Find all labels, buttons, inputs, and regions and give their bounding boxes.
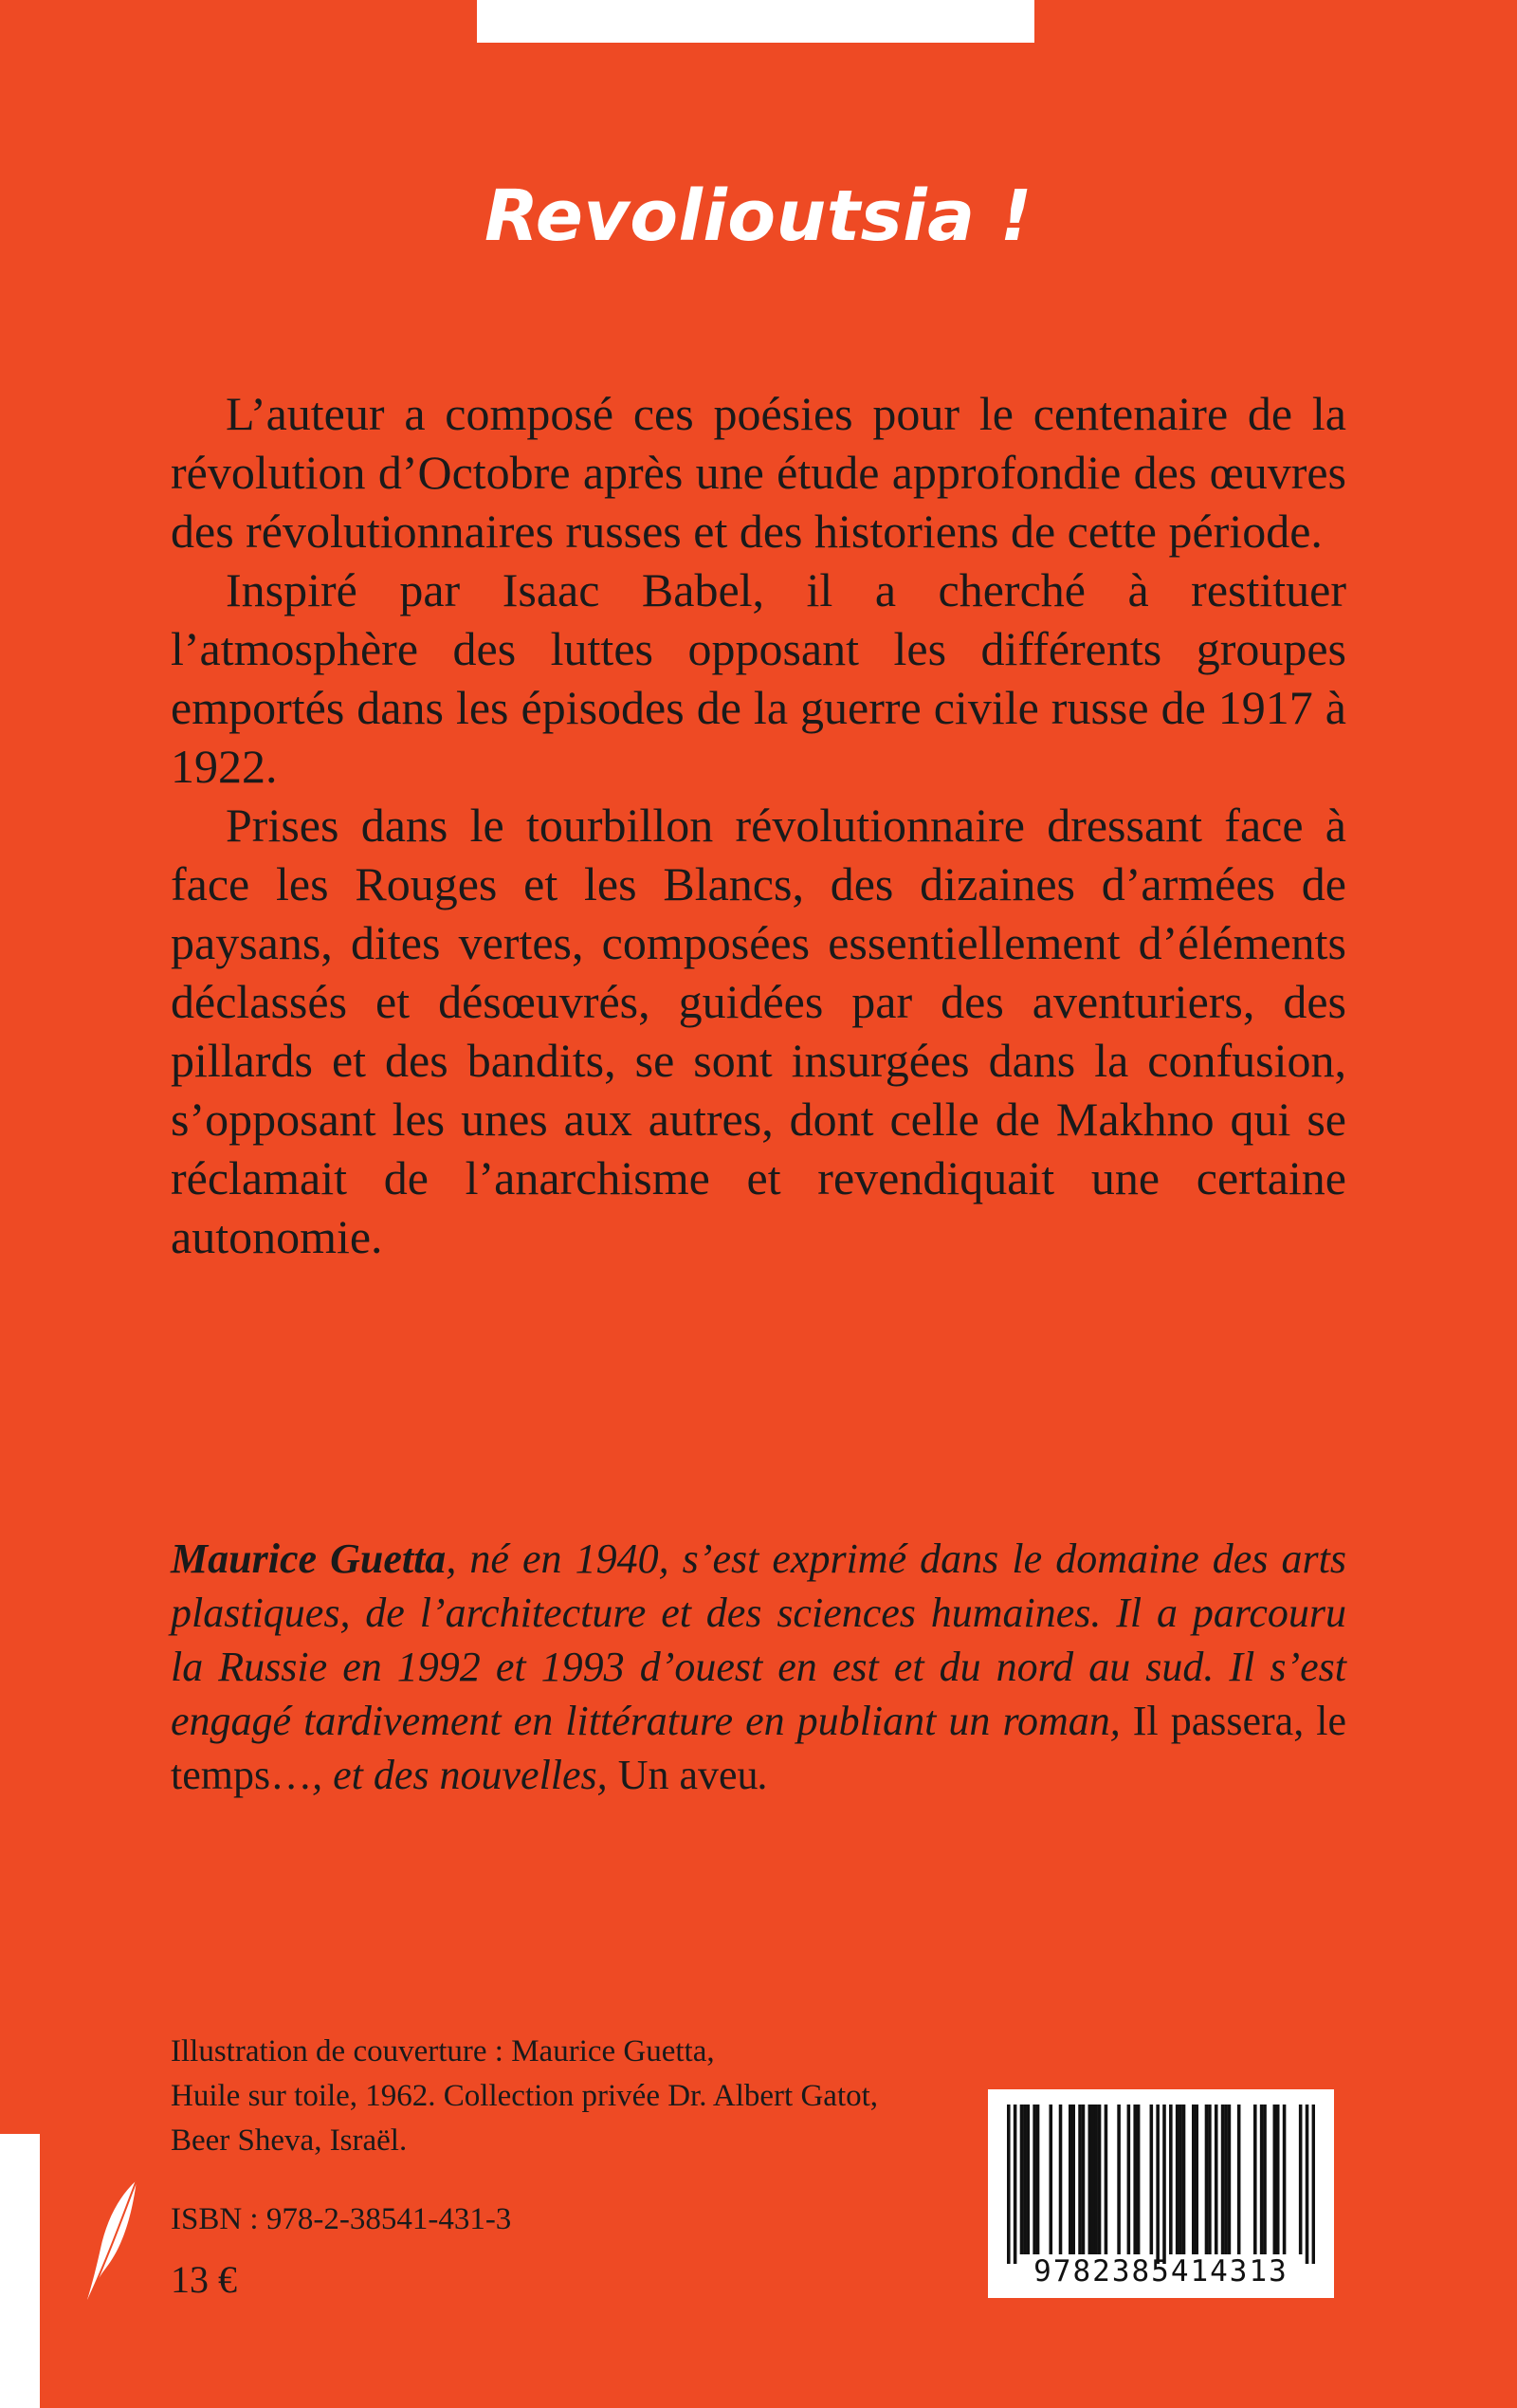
barcode-bar xyxy=(1205,2105,1209,2254)
barcode-bar xyxy=(1182,2105,1186,2254)
barcode-bar xyxy=(1082,2105,1086,2254)
barcode-bar xyxy=(1192,2105,1196,2254)
credit-line: Illustration de couverture : Maurice Guetta, xyxy=(171,2034,715,2068)
barcode-bar xyxy=(1036,2105,1040,2254)
barcode-bar xyxy=(1105,2105,1108,2254)
barcode-bar xyxy=(1273,2105,1277,2254)
novel-title: Il passera, le temps… xyxy=(171,1698,1346,1798)
barcode-bar xyxy=(1176,2105,1179,2254)
barcode-bar xyxy=(1221,2105,1225,2254)
synopsis xyxy=(171,384,1346,1266)
barcode-bar xyxy=(1215,2105,1218,2254)
barcode-bar xyxy=(1027,2105,1031,2254)
barcode-bar xyxy=(1312,2105,1315,2264)
stories-title: Un aveu xyxy=(617,1752,758,1798)
barcode-bar xyxy=(1228,2105,1232,2254)
barcode-bar xyxy=(1091,2105,1095,2254)
barcode-bar xyxy=(1133,2105,1137,2254)
barcode-bar xyxy=(1224,2105,1228,2254)
bio-text: . xyxy=(758,1752,769,1798)
barcode-bar xyxy=(1137,2105,1141,2254)
barcode-bar xyxy=(1253,2105,1257,2254)
barcode-bar xyxy=(1059,2105,1063,2254)
top-tab xyxy=(477,0,1034,43)
barcode-bar xyxy=(1179,2105,1182,2254)
barcode-bar xyxy=(1020,2105,1024,2254)
isbn: ISBN : 978-2-38541-431-3 xyxy=(171,2202,512,2236)
barcode-bar xyxy=(1263,2105,1267,2254)
barcode-bar xyxy=(1014,2105,1017,2264)
barcode-bar xyxy=(1117,2105,1121,2254)
barcode-bar xyxy=(1283,2105,1287,2254)
barcode-bar xyxy=(1069,2105,1072,2254)
bio-text: , et des nouvelles, xyxy=(312,1752,618,1798)
book-title: Revolioutsia ! xyxy=(484,175,1033,257)
author-name: Maurice Guetta xyxy=(171,1535,447,1582)
barcode xyxy=(988,2089,1334,2298)
barcode-bar xyxy=(1098,2105,1102,2254)
barcode-bar xyxy=(1195,2105,1198,2254)
feather-icon xyxy=(82,2177,148,2305)
barcode-bar xyxy=(1162,2105,1166,2264)
barcode-bar xyxy=(1071,2105,1075,2254)
credit-line: Beer Sheva, Israël. xyxy=(171,2123,408,2158)
barcode-bars xyxy=(1007,2105,1315,2264)
barcode-bar xyxy=(1088,2105,1092,2254)
barcode-bar xyxy=(1299,2105,1303,2254)
barcode-bar xyxy=(1078,2105,1082,2254)
barcode-bar xyxy=(1260,2105,1264,2254)
bio-text: , né en 1940, s’est exprimé dans le domaine des arts plastiques, de l’architecture et des sciences humaines. Il a parcouru la Russie en 1992 et 1993 d’ouest en est et du nord au sud. Il s’est engagé tardivement en littérature en publiant un roman, xyxy=(171,1535,1347,1744)
barcode-bar xyxy=(1127,2105,1131,2254)
barcode-digits: 9782385414313 xyxy=(1033,2254,1289,2289)
barcode-bar xyxy=(1237,2105,1241,2254)
left-strip xyxy=(0,2134,40,2408)
synopsis-paragraph: L’auteur a composé ces poésies pour le centenaire de la révolution d’Octobre après une étude approfondie des œuvres des révolutionnaires russes et des historiens de cette période. xyxy=(171,387,1346,558)
barcode-bar xyxy=(1007,2105,1011,2264)
credit-line: Huile sur toile, 1962. Collection privée Dr. Albert Gatot, xyxy=(171,2079,879,2113)
barcode-bar xyxy=(1208,2105,1212,2254)
synopsis-paragraph: Prises dans le tourbillon révolutionnaire dressant face à face les Rouges et les Blancs, des dizaines d’armées de paysans, dites vertes, composées essentiellement d’éléments déclassés et désœuvrés, guidées par des aventuriers, des pillards et des bandits, se sont insurgées dans la confusion, s’opposant les unes aux autres, dont celle de Makhno qui se réclamait de l’anarchisme et revendiquait une certaine autonomie. xyxy=(171,799,1346,1263)
barcode-bar xyxy=(1033,2105,1036,2254)
barcode-bar xyxy=(1094,2105,1098,2254)
barcode-bar xyxy=(1276,2105,1280,2254)
author-bio xyxy=(171,1532,1346,1802)
barcode-bar xyxy=(1306,2105,1309,2264)
price: 13 € xyxy=(171,2258,237,2301)
barcode-bar xyxy=(1156,2105,1160,2264)
barcode-bar xyxy=(1023,2105,1027,2254)
cover-credits xyxy=(171,2030,986,2163)
barcode-bar xyxy=(1169,2105,1173,2254)
synopsis-paragraph: Inspiré par Isaac Babel, il a cherché à restituer l’atmosphère des luttes opposant les différents groupes emportés dans les épisodes de la guerre civile russe de 1917 à 1922. xyxy=(171,563,1346,793)
barcode-bar xyxy=(1150,2105,1154,2254)
barcode-bar xyxy=(1049,2105,1052,2254)
